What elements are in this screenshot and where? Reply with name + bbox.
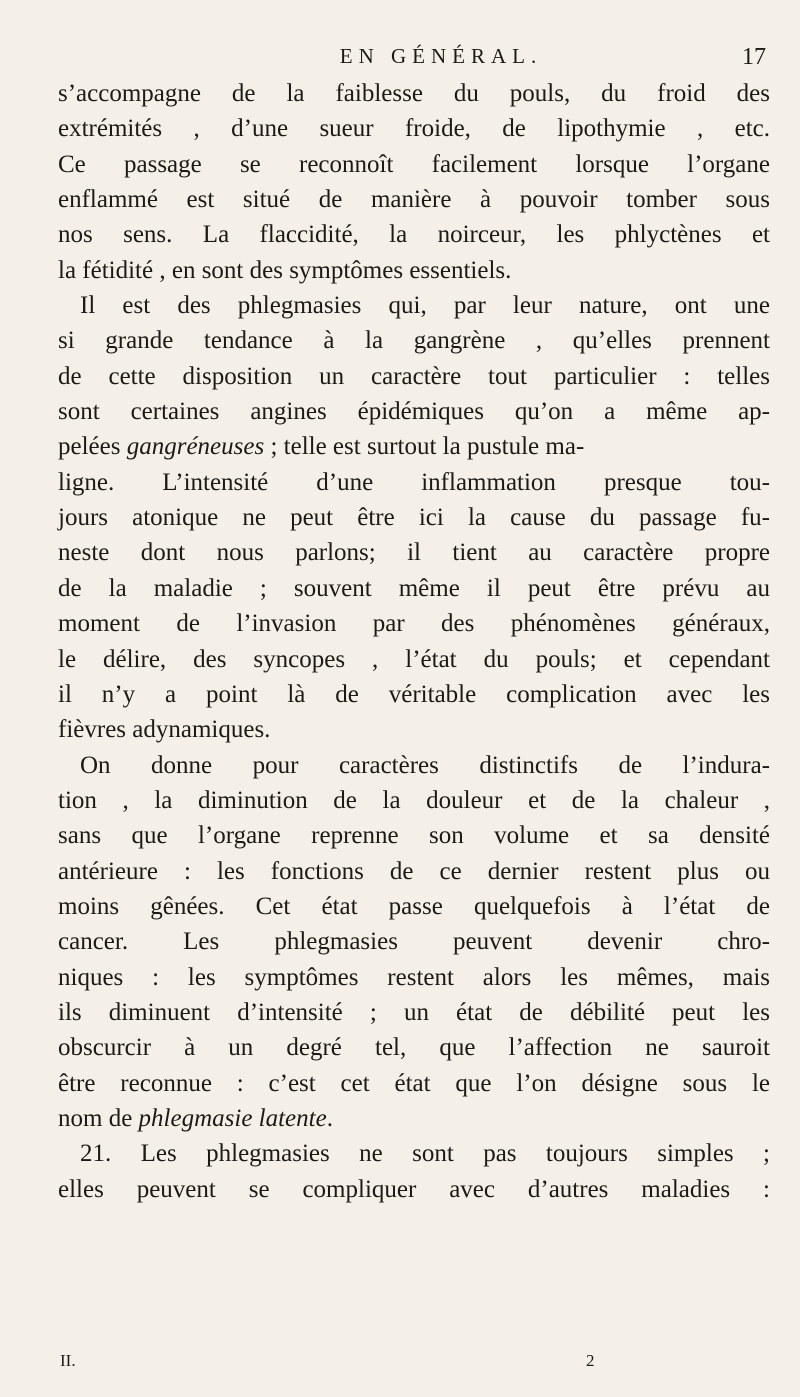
text-line: enflammé est situé de manière à pouvoir tomber sous [58,186,770,214]
text-line: fièvres adynamiques. [58,716,271,744]
body-text [58,76,770,1207]
text-line: elles peuvent se compliquer avec d’autres maladies : [58,1175,770,1203]
page-footer [60,1351,660,1381]
italic-term: gangréneuses [126,433,265,461]
text-line: s’accompagne de la faiblesse du pouls, du froid des [58,80,770,107]
text-line: tion , la diminution de la douleur et de la chaleur , [58,786,770,814]
text-line: de la maladie ; souvent même il peut être prévu au [58,574,770,602]
signature-number: 2 [586,1351,595,1370]
text-line: Ce passage se reconnoît facilement lorsque l’organe [58,150,770,178]
text-line: niques : les symptômes restent alors les mêmes, mais [58,963,770,991]
text-line: extrémités , d’une sueur froide, de lipothymie , etc. [58,115,770,143]
text-line [58,1101,770,1136]
text-line: antérieure : les fonctions de ce dernier restent plus ou [58,857,770,885]
text-line: le délire, des syncopes , l’état du pouls; et cependant [58,645,770,673]
text-run: ; telle est surtout la pustule ma- [264,433,585,461]
text-run: . [326,1104,333,1132]
text-line: ils diminuent d’intensité ; un état de débilité peut les [58,998,770,1026]
running-title: EN GÉNÉRAL. [339,44,543,68]
text-line: Il est des phlegmasies qui, par leur nature, ont une [80,292,770,320]
text-line: moins gênées. Cet état passe quelquefois à l’état de [58,892,770,920]
running-head [56,44,766,76]
text-line [58,429,770,464]
text-line: jours atonique ne peut être ici la cause du passage fu- [58,504,770,532]
text-line: de cette disposition un caractère tout particulier : telles [58,362,770,390]
italic-term: phlegmasie latente [138,1104,327,1132]
text-line: ligne. L’intensité d’une inflammation presque tou- [58,468,770,496]
text-line: si grande tendance à la gangrène , qu’elles prennent [58,327,770,355]
text-line: obscurcir à un degré tel, que l’affection ne sauroit [58,1034,770,1062]
text-line: être reconnue : c’est cet état que l’on désigne sous le [58,1069,770,1097]
text-line: nos sens. La flaccidité, la noirceur, les phlyctènes et [58,221,770,249]
text-line: sans que l’organe reprenne son volume et sa densité [58,822,770,850]
text-line: neste dont nous parlons; il tient au caractère propre [58,539,770,567]
text-line: la fétidité , en sont des symptômes essentiels. [58,256,512,284]
text-line: sont certaines angines épidémiques qu’on a même ap- [58,398,770,426]
text-line: moment de l’invasion par des phénomènes généraux, [58,610,770,638]
text-line: cancer. Les phlegmasies peuvent devenir chro- [58,928,770,956]
signature-mark: II. [60,1351,76,1370]
text-line: il n’y a point là de véritable complication avec les [58,680,770,708]
text-run: nom de [58,1104,139,1132]
text-run: pelées [58,433,127,461]
page-number: 17 [742,44,766,70]
text-line: On donne pour caractères distinctifs de l’indura- [80,751,770,779]
text-line: 21. Les phlegmasies ne sont pas toujours simples ; [80,1140,770,1168]
